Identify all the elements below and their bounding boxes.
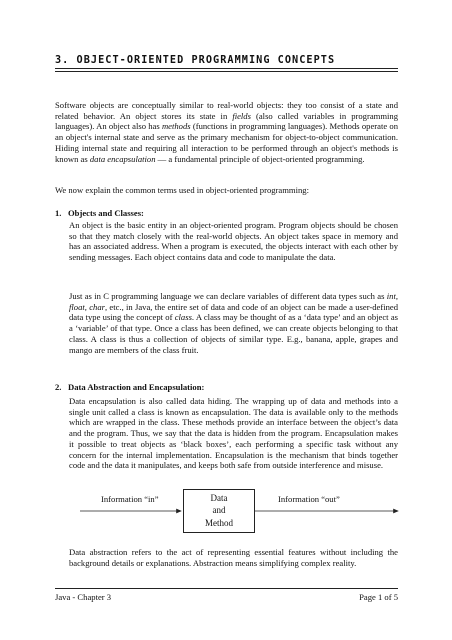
chapter-title: 3. OBJECT-ORIENTED PROGRAMMING CONCEPTS [55, 55, 336, 66]
footer-chapter: Java - Chapter 3 [55, 592, 112, 602]
section-heading-abstraction-encapsulation [55, 382, 398, 392]
text-run: , etc., in Java, the entire set of data and code of an object can be made a user-defined data type using the concept of [69, 301, 399, 323]
emphasis-term: char [89, 301, 105, 312]
emphasis-term: methods [161, 121, 191, 132]
objects-paragraph [69, 220, 398, 263]
classes-paragraph [69, 291, 398, 355]
emphasis-term: data encapsulation [89, 153, 156, 164]
info-out-label: Information “out” [278, 494, 340, 504]
chapter-header [55, 55, 398, 72]
text-run: . A class may be thought of as a ‘data type’ and an object as a ‘variable’ of that type. Once a class has been defined, we can create objects belonging to that class. A class is thus a collection of objects of similar type. E.g., banana, apple, grapes and mango are members of the class fruit. [69, 312, 398, 355]
footer-page-number: Page 1 of 5 [359, 592, 398, 602]
info-in-label: Information “in” [101, 494, 159, 504]
text-run: (also called variables in programming languages). An object also has [55, 110, 398, 132]
emphasis-term: class [174, 312, 192, 323]
text-run: Software objects are conceptually similar to real-world objects: they too consist of a state and related behavior. An object stores its state in [55, 100, 398, 121]
text-run: An object is the basic entity in an object-oriented program. Program objects should be chosen so that they match closely with the real-world objects. An object takes space in memory and has an associated address. When a program is executed, the objects interact with each other by sending messages. Each object contains data and code to manipulate the data. [69, 220, 398, 263]
box-line: Data [210, 493, 228, 503]
header-rule-thin [55, 71, 398, 72]
intro-lead-in: We now explain the common terms used in object-oriented programming: [55, 185, 309, 195]
section-heading-text: Data Abstraction and Encapsulation: [68, 382, 205, 392]
text-run: Data abstraction refers to the act of representing essential features without including the background details or explanations. Abstraction means simplifying complex reality. [69, 547, 398, 568]
encapsulation-paragraph [69, 396, 398, 471]
page-footer [55, 588, 398, 604]
emphasis-term: float [69, 301, 85, 312]
text-run: — a fundamental principle of object-oriented programming. [155, 153, 365, 164]
emphasis-term: fields [232, 110, 251, 121]
section-number: 2. [55, 382, 62, 392]
box-line: Method [205, 517, 233, 528]
header-rule-thick [55, 68, 398, 69]
footer-rule [55, 588, 398, 589]
section-heading-text: Objects and Classes: [68, 208, 144, 218]
emphasis-term: int [386, 291, 396, 301]
text-run: Just as in C programming language we can declare variables of different data types such as [69, 291, 387, 301]
section-heading-objects-classes [55, 208, 398, 218]
encapsulation-diagram [80, 489, 400, 535]
text-run: , [84, 301, 90, 312]
abstraction-paragraph [69, 547, 398, 568]
text-run: , [395, 291, 398, 301]
box-line: and [212, 505, 226, 516]
intro-paragraph [55, 100, 398, 164]
text-run: Data encapsulation is also called data hiding. The wrapping up of data and methods into a single unit called a class is known as encapsulation. The data is available only to the methods which are wrapped in the class. These methods provide an interface between the object’s data and the program. Thus, we say that the data is hidden from the program. Encapsulation makes it possible to treat objects as ‘black boxes’, each performing a specific task without any concern for the internal implementation. Encapsulation is the mechanism that binds together code and the data it manipulates, and keeps both safe from outside interference and misuse. [69, 396, 398, 471]
text-run: (functions in programming languages). Methods operate on an object's internal state and serve as the primary mechanism for object-to-object communication. Hiding internal state and requiring all interaction to be performed through an object's methods is known as [55, 121, 398, 164]
section-number: 1. [55, 208, 62, 218]
footer-row [55, 592, 398, 604]
data-method-box [183, 489, 255, 533]
